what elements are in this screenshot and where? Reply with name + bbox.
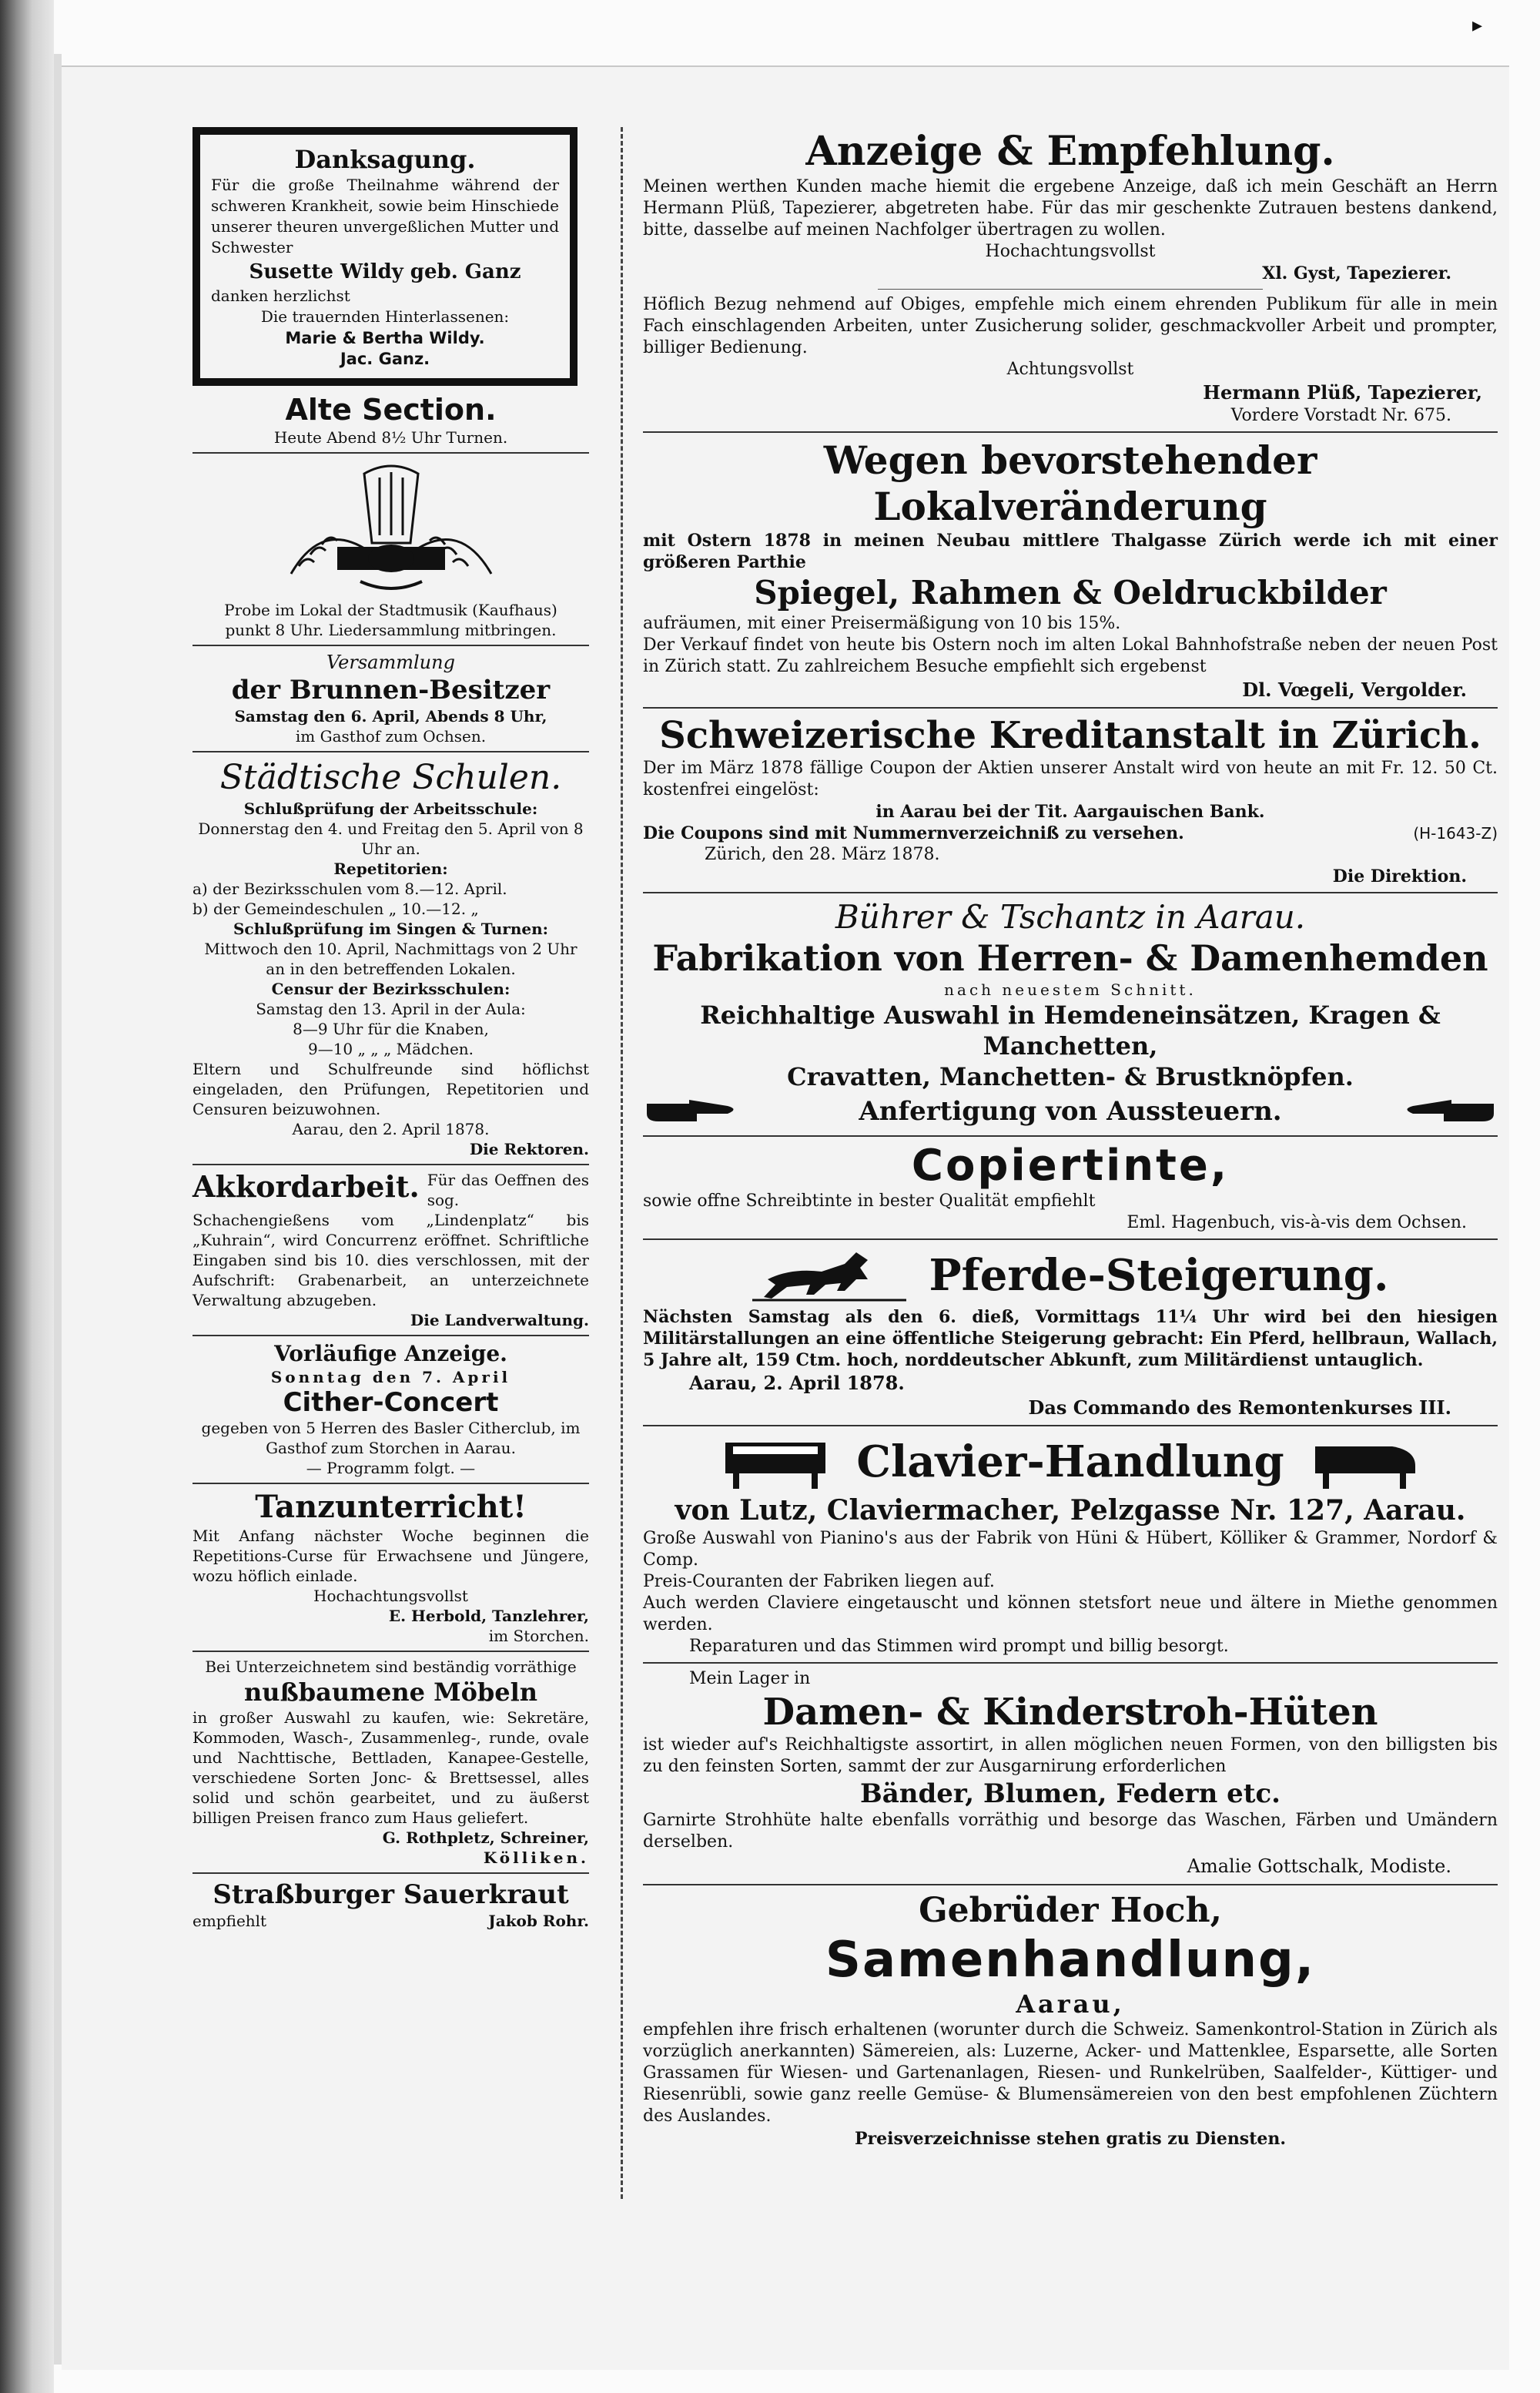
divider [643,1425,1498,1426]
moebel-place: Kölliken. [483,1848,589,1867]
hueten-title: Damen- & Kinderstroh-Hüten [762,1691,1378,1734]
buehrer-line3: Anfertigung von Aussteuern. [859,1096,1282,1127]
buehrer-title2: Fabrikation von Herren- & Damenhemden [652,937,1488,979]
sauer-lead: empfiehlt [192,1912,267,1930]
moebel-sig: G. Rothpletz, Schreiner, [382,1828,589,1847]
buehrer-title: Bührer & Tschantz in Aarau. [835,898,1306,936]
samen-footer: Preisverzeichnisse stehen gratis zu Diensten. [854,2129,1287,2149]
ad-moebel [192,1657,589,1868]
piano-icon [718,1431,833,1493]
schulen-t4a: Samstag den 13. April in der Aula: [256,1000,526,1018]
lokal-title2: Spiegel, Rahmen & Oeldruckbilder [754,574,1387,612]
samen-text: empfehlen ihre frisch erhaltenen (worunter durch die Schweiz. Samenkontrol-Station in Zürich als vorzüglich anerkannten) Sämereien, als: Luzerne, Acker- und Mattenklee, Esparsette, alle Sorten Grassamen für Wiesen- und Gartenanlagen, Riesen- und Runkelrüben, Saalfelder-, Küttiger- und Riesenrübli, sowie ganz reelle Gemüse- & Blumensämereien von den best empfohlenen Züchtern des Auslandes. [643,2020,1498,2126]
schulen-title: Städtische Schulen. [219,758,562,797]
dank-name: Susette Wildy geb. Ganz [249,260,521,283]
ad-danksagung [192,127,578,386]
ad-alte-section [192,392,589,447]
copier-sig: Eml. Hagenbuch, vis-à-vis dem Ochsen. [1127,1213,1467,1232]
pferde-title: Pferde-Steigerung. [929,1250,1389,1301]
horse-icon [752,1245,906,1306]
cither-title2: Cither-Concert [283,1387,499,1418]
ad-cither-concert [192,1341,589,1478]
page-marker: ▸ [1472,14,1483,37]
buehrer-sub: nach neuestem Schnitt. [944,980,1197,999]
lyre-handshake-emblem-icon [276,458,507,597]
kredit-note: Die Coupons sind mit Nummernverzeichniß zu versehen. [643,823,1184,843]
ad-copiertinte [643,1141,1498,1234]
divider [643,1662,1498,1664]
ad-brunnen [192,651,589,746]
anzeige-addr: Vordere Vorstadt Nr. 675. [1230,406,1451,425]
ad-samenhandlung [643,1890,1498,2150]
kredit-place: in Aarau bei der Tit. Aargauischen Bank. [875,802,1265,822]
anzeige-regards2: Achtungsvollst [1006,360,1134,379]
divider [192,645,589,646]
cither-line1: Sonntag den 7. April [270,1368,511,1386]
anzeige-sig1: Xl. Gyst, Tapezierer. [1262,263,1451,283]
dank-text: Für die große Theilnahme während der schweren Krankheit, sowie beim Hinschiede unserer theuren unvergeßlichen Mutter und Schwester [211,176,559,256]
pferde-text: Nächsten Samstag als den 6. dieß, Vormittags 11¼ Uhr wird bei den hiesigen Militärstallungen an eine öffentliche Steigerung gebracht: Ein Pferd, hellbraun, Wallach, 5 Jahre alt, 159 Ctm. hoch, norddeutscher Abkunft, zum Militärdienst untauglich. [643,1307,1498,1370]
divider [192,751,589,752]
brunnen-line1: Samstag den 6. April, Abends 8 Uhr, [234,707,547,726]
ad-akkordarbeit [192,1170,589,1330]
clavier-line1: von Lutz, Claviermacher, Pelzgasse Nr. 127, Aarau. [675,1494,1466,1527]
lokal-sig: Dl. Vœgeli, Vergolder. [1242,679,1467,701]
ad-tanzunterricht [192,1489,589,1646]
book-spine [0,0,54,2393]
samen-place: Aarau, [1016,1989,1125,2019]
divider [192,452,589,454]
akkord-text: Für das Oeffnen des sog. Schachengießens vom „Lindenplatz“ bis „Kuhrain“, wird Concurrenz eröffnet. Schriftliche Eingaben sind bis 10. dies verschlossen, mit der Aufschrift: Grabenarbeit, an unterzeichnete Verwaltung abzugeben. [192,1171,589,1309]
anzeige-text2: Höflich Bezug nehmend auf Obiges, empfehle mich einem ehrenden Publikum für alle in mein Fach einschlagenden Arbeiten, unter Zusicherung solider, geschmackvoller Arbeit und prompter, billiger Bedienung. [643,295,1498,357]
pointing-hand-right-icon [643,1092,743,1131]
cither-note: — Programm folgt. — [306,1459,476,1477]
divider [643,1884,1498,1885]
buehrer-line1: Reichhaltige Auswahl in Hemdeneinsätzen, Kragen & Manchetten, [700,1000,1441,1061]
divider [192,1872,589,1874]
dank-thanks: danken herzlichst [211,287,350,305]
pferde-sig: Das Commando des Remontenkurses III. [1028,1396,1451,1419]
brunnen-title: der Brunnen-Besitzer [231,675,551,705]
tanz-regards: Hochachtungsvollst [313,1587,468,1605]
alte-title: Alte Section. [285,393,497,427]
akkord-sig: Die Landverwaltung. [410,1311,589,1329]
divider [643,892,1498,893]
divider [878,289,1263,290]
schulen-sig: Die Rektoren. [469,1140,589,1158]
anzeige-title: Anzeige & Empfehlung. [805,128,1335,175]
schulen-date: Aarau, den 2. April 1878. [292,1120,490,1138]
hueten-sig: Amalie Gottschalk, Modiste. [1187,1855,1451,1877]
schulen-t3: Mittwoch den 10. April, Nachmittags von 2 Uhr an in den betreffenden Lokalen. [204,940,578,978]
ad-kreditanstalt [643,713,1498,887]
ad-lokalveraenderung [643,437,1498,702]
copier-text: sowie offne Schreibtinte in bester Qualität empfiehlt [643,1191,1096,1211]
ad-schulen [192,757,589,1159]
divider [643,707,1498,709]
kredit-date: Zürich, den 28. März 1878. [705,845,940,864]
kredit-ref: (H-1643-Z) [1413,824,1498,843]
kredit-text: Der im März 1878 fällige Coupon der Aktien unserer Anstalt wird von heute an mit Fr. 12. 50 Ct. kostenfrei eingelöst: [643,759,1498,799]
clavier-text4: Reparaturen und das Stimmen wird prompt und billig besorgt. [689,1637,1229,1656]
divider [643,431,1498,433]
schulen-t2b: b) der Gemeindeschulen „ 10.—12. „ [192,900,479,918]
right-column [624,127,1509,2150]
moebel-intro: Bei Unterzeichnetem sind beständig vorräthige [205,1657,577,1676]
ad-clavier-handlung [643,1431,1498,1657]
sauer-title: Straßburger Sauerkraut [213,1879,569,1910]
sauer-sig: Jakob Rohr. [488,1912,589,1930]
schulen-t4c: 9—10 „ „ „ Mädchen. [307,1040,474,1058]
ad-sauerkraut [192,1879,589,1931]
lokal-line2: aufräumen, mit einer Preisermäßigung von 10 bis 15%. [643,614,1121,633]
samen-title: Gebrüder Hoch, [919,1891,1222,1930]
pointing-hand-left-icon [1398,1092,1498,1131]
tanz-place: im Storchen. [488,1627,589,1645]
tanz-text: Mit Anfang nächster Woche beginnen die Repetitions-Curse für Erwachsene und Jüngere, wozu höflich einlade. [192,1527,589,1585]
clavier-text1: Große Auswahl von Pianino's aus der Fabrik von Hüni & Hübert, Kölliker & Grammer, Nordorf & Comp. [643,1529,1498,1570]
brunnen-line2: im Gasthof zum Ochsen. [295,727,487,746]
anzeige-regards1: Hochachtungsvollst [985,242,1156,261]
dank-mourners: Die trauernden Hinterlassenen: [260,307,510,326]
anzeige-text1: Meinen werthen Kunden mache hiemit die ergebene Anzeige, daß ich mein Geschäft an Herrn Hermann Plüß, Tapezierer, abgetreten habe. Für das mir geschenkte Zutrauen bestens dankend, bitte, dasselbe auf meinen Nachfolger übertragen zu wollen. [643,177,1498,240]
lokal-line3: Der Verkauf findet von heute bis Ostern noch im alten Lokal Bahnhofstraße neben der neuen Post in Zürich statt. Zu zahlreichem Besuche empfiehlt sich ergebenst [643,635,1498,676]
lokal-line1: mit Ostern 1878 in meinen Neubau mittlere Thalgasse Zürich werde ich mit einer größeren Parthie [643,531,1498,572]
moebel-title: nußbaumene Möbeln [243,1677,538,1707]
kredit-sig: Die Direktion. [1332,866,1467,886]
dank-sig2: Jac. Ganz. [340,350,430,368]
kredit-title: Schweizerische Kreditanstalt in Zürich. [659,714,1481,757]
left-column [181,127,589,1931]
column-divider [621,127,623,2199]
divider [643,1135,1498,1137]
samen-title2: Samenhandlung, [825,1932,1316,1989]
dank-sig1: Marie & Bertha Wildy. [285,329,485,347]
probe-text1: Probe im Lokal der Stadtmusik (Kaufhaus) [224,601,557,619]
ad-buehrer-tschantz [643,898,1498,1131]
schulen-h3: Schlußprüfung im Singen & Turnen: [233,920,549,938]
divider [192,1335,589,1336]
divider [192,1483,589,1484]
grand-piano-icon [1307,1431,1423,1493]
copier-title: Copiertinte, [911,1141,1230,1191]
ad-strohhueten [643,1668,1498,1879]
ad-anzeige-empfehlung [643,127,1498,427]
schulen-t5: Eltern und Schulfreunde sind höflichst eingeladen, den Prüfungen, Repetitorien und Censuren beizuwohnen. [192,1060,589,1118]
tanz-title: Tanzunterricht! [255,1489,527,1525]
cither-title: Vorläufige Anzeige. [274,1341,507,1366]
hueten-title2: Bänder, Blumen, Federn etc. [859,1778,1281,1809]
schulen-t1: Donnerstag den 4. und Freitag den 5. April von 8 Uhr an. [198,819,584,858]
schulen-h1: Schlußprüfung der Arbeitsschule: [243,799,538,818]
cither-text: gegeben von 5 Herren des Basler Citherclub, im Gasthof zum Storchen in Aarau. [201,1419,581,1457]
akkord-title: Akkordarbeit. [192,1169,420,1204]
divider [643,1238,1498,1240]
schulen-h2: Repetitorien: [333,860,448,878]
divider [192,1651,589,1652]
schulen-t2a: a) der Bezirksschulen vom 8.—12. April. [192,880,507,898]
pferde-date: Aarau, 2. April 1878. [689,1372,905,1394]
ad-pferde-steigerung [643,1245,1498,1420]
clavier-title: Clavier-Handlung [856,1436,1284,1487]
brunnen-kicker: Versammlung [326,652,455,673]
book-spine-edge [54,54,62,2365]
clavier-text3: Auch werden Claviere eingetauscht und können stetsfort neue und ältere in Miethe genommen werden. [643,1594,1498,1634]
schulen-t4b: 8—9 Uhr für die Knaben, [293,1020,489,1038]
hueten-lead: Mein Lager in [689,1669,811,1688]
ad-probe [192,458,589,640]
alte-text: Heute Abend 8½ Uhr Turnen. [273,428,508,447]
lokal-title: Wegen bevorstehender Lokalveränderung [823,437,1317,529]
hueten-text2: Garnirte Strohhüte halte ebenfalls vorräthig und besorge das Waschen, Färben und Umändern derselben. [643,1811,1498,1852]
clavier-text2: Preis-Couranten der Fabriken liegen auf. [643,1572,995,1591]
hueten-text1: ist wieder auf's Reichhaltigste assortirt, in allen möglichen neuen Formen, von den billigsten bis zu den feinsten Sorten, sammt der zur Ausgarnirung erforderlichen [643,1735,1498,1776]
tanz-sig: E. Herbold, Tanzlehrer, [388,1607,589,1625]
dank-title: Danksagung. [294,145,476,174]
divider [192,1164,589,1165]
schulen-h4: Censur der Bezirksschulen: [271,980,511,998]
buehrer-line2: Cravatten, Manchetten- & Brustknöpfen. [787,1062,1354,1091]
moebel-text: in großer Auswahl zu kaufen, wie: Sekretäre, Kommoden, Wasch-, Zusammenleg-, runde, ovale und Nachttische, Bettladen, Kanapee-Gestelle, verschiedene Sorten Jonc- & Brettsessel, alles solid und schön gearbeitet, und zu äußerst billigen Preisen franco zum Haus geliefert. [192,1708,589,1827]
anzeige-sig2: Hermann Plüß, Tapezierer, [1203,381,1482,404]
probe-text2: punkt 8 Uhr. Liedersammlung mitbringen. [225,621,557,639]
